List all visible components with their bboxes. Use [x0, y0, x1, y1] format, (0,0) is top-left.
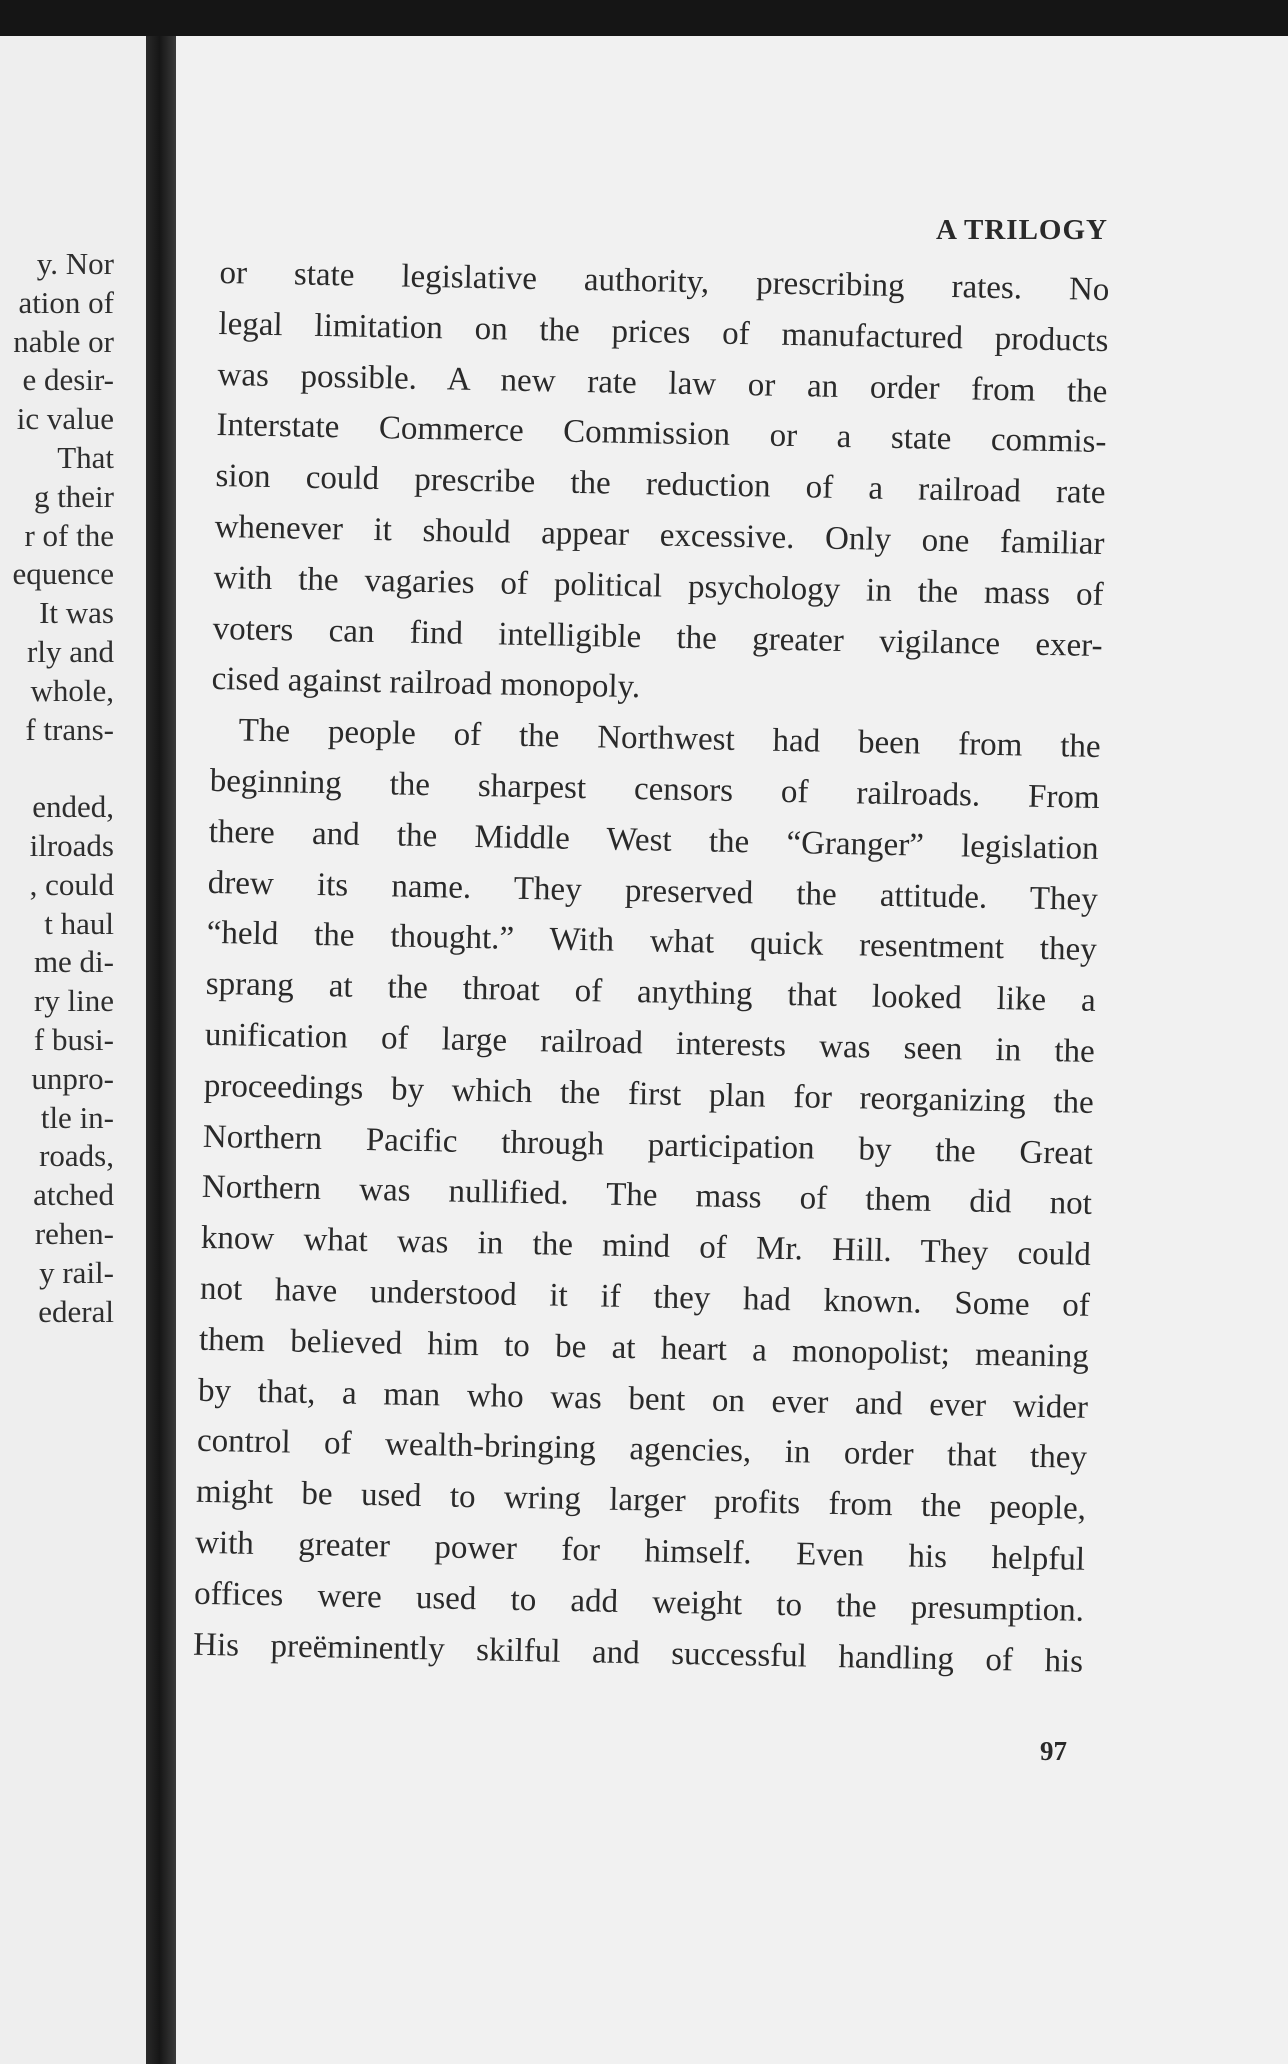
text-line: offices were used to add weight to the presumption.	[193, 1575, 1085, 1629]
left-page-fragment: It was	[39, 595, 114, 631]
left-page-fragment: roads,	[39, 1138, 114, 1174]
left-page-fragment: r of the	[24, 517, 114, 553]
left-page-fragment: g their	[33, 478, 114, 514]
text-line: there and the Middle West the “Granger” legislation	[208, 813, 1099, 867]
left-page-fragment: That	[57, 440, 114, 475]
text-line: or state legislative authority, prescribing rates. No	[219, 254, 1110, 309]
text-line: “held the thought.” With what quick resentment they	[206, 915, 1098, 969]
paragraph-1	[211, 248, 1110, 722]
left-page-fragment: nable or	[13, 323, 114, 359]
body-text	[193, 248, 1110, 1687]
left-page-fragment: tle in-	[40, 1099, 114, 1135]
left-page-fragment: ic value	[16, 401, 114, 437]
left-page-fragment: ry line	[33, 983, 114, 1019]
left-page	[0, 36, 146, 2064]
text-line: voters can find intelligible the greater vigilance exer-	[212, 610, 1103, 664]
text-line: The people of the Northwest had been from the	[238, 712, 1101, 766]
left-page-fragment: ilroads	[29, 828, 114, 863]
left-page-fragment: me di-	[33, 944, 114, 980]
text-line: sprang at the throat of anything that looked like a	[205, 966, 1097, 1020]
text-line: legal limitation on the prices of manufactured products	[218, 305, 1109, 359]
paragraph-2	[193, 705, 1101, 1687]
text-line: proceedings by which the first plan for reorganizing the	[203, 1067, 1095, 1121]
text-line: control of wealth-bringing agencies, in order that they	[196, 1423, 1088, 1477]
left-page-fragment: unpro-	[31, 1060, 114, 1096]
left-page-fragment: rehen-	[34, 1216, 114, 1251]
left-page-fragment: ederal	[38, 1293, 114, 1329]
text-line: Northern was nullified. The mass of them did not	[201, 1169, 1093, 1223]
left-page-fragment: ation of	[18, 284, 114, 320]
text-line: unification of large railroad interests was seen in the	[204, 1016, 1096, 1070]
page-number: 97	[1040, 1736, 1067, 1766]
text-line: cised against railroad monopoly.	[211, 661, 641, 706]
right-page	[176, 36, 1288, 2064]
left-page-fragment: t haul	[44, 905, 114, 941]
text-line: by that, a man who was bent on ever and ever wider	[197, 1372, 1089, 1426]
book-gutter	[146, 36, 176, 2064]
left-page-fragment: equence	[12, 556, 114, 592]
text-line: them believed him to be at heart a monopolist; meaning	[198, 1321, 1090, 1375]
text-line: with the vagaries of political psychology in the mass of	[213, 559, 1104, 613]
text-line: not have understood it if they had known. Some of	[199, 1270, 1091, 1324]
text-line: sion could prescribe the reduction of a railroad rate	[215, 458, 1106, 512]
left-page-fragment: whole,	[30, 672, 114, 708]
text-line: was possible. A new rate law or an order from the	[217, 356, 1108, 410]
text-line: Northern Pacific through participation by the Great	[202, 1118, 1094, 1172]
text-line: whenever it should appear excessive. Only one familiar	[214, 508, 1105, 563]
left-page-fragment: rly and	[27, 634, 114, 669]
text-line: might be used to wring larger profits from the people,	[195, 1473, 1087, 1527]
left-page-fragment: y. Nor	[36, 246, 114, 281]
left-page-fragment: y rail-	[39, 1254, 114, 1290]
top-shadow	[0, 0, 1288, 40]
text-line: with greater power for himself. Even his helpful	[194, 1524, 1086, 1578]
left-page-fragment: ended,	[32, 789, 114, 825]
left-page-fragment: f trans-	[25, 711, 114, 747]
left-page-fragment: f busi-	[33, 1022, 114, 1057]
text-line: Interstate Commerce Commission or a state commis-	[216, 407, 1107, 461]
running-head: A TRILOGY	[935, 214, 1108, 246]
left-page-fragment: e desir-	[22, 362, 114, 398]
text-line: beginning the sharpest censors of railroads. From	[209, 762, 1100, 816]
left-page-fragment: , could	[29, 866, 114, 902]
left-page-fragment: atched	[33, 1177, 114, 1213]
text-line: His preëminently skilful and successful handling of his	[192, 1626, 1084, 1680]
text-line: know what was in the mind of Mr. Hill. They could	[200, 1219, 1092, 1274]
text-line: drew its name. They preserved the attitude. They	[207, 864, 1098, 918]
